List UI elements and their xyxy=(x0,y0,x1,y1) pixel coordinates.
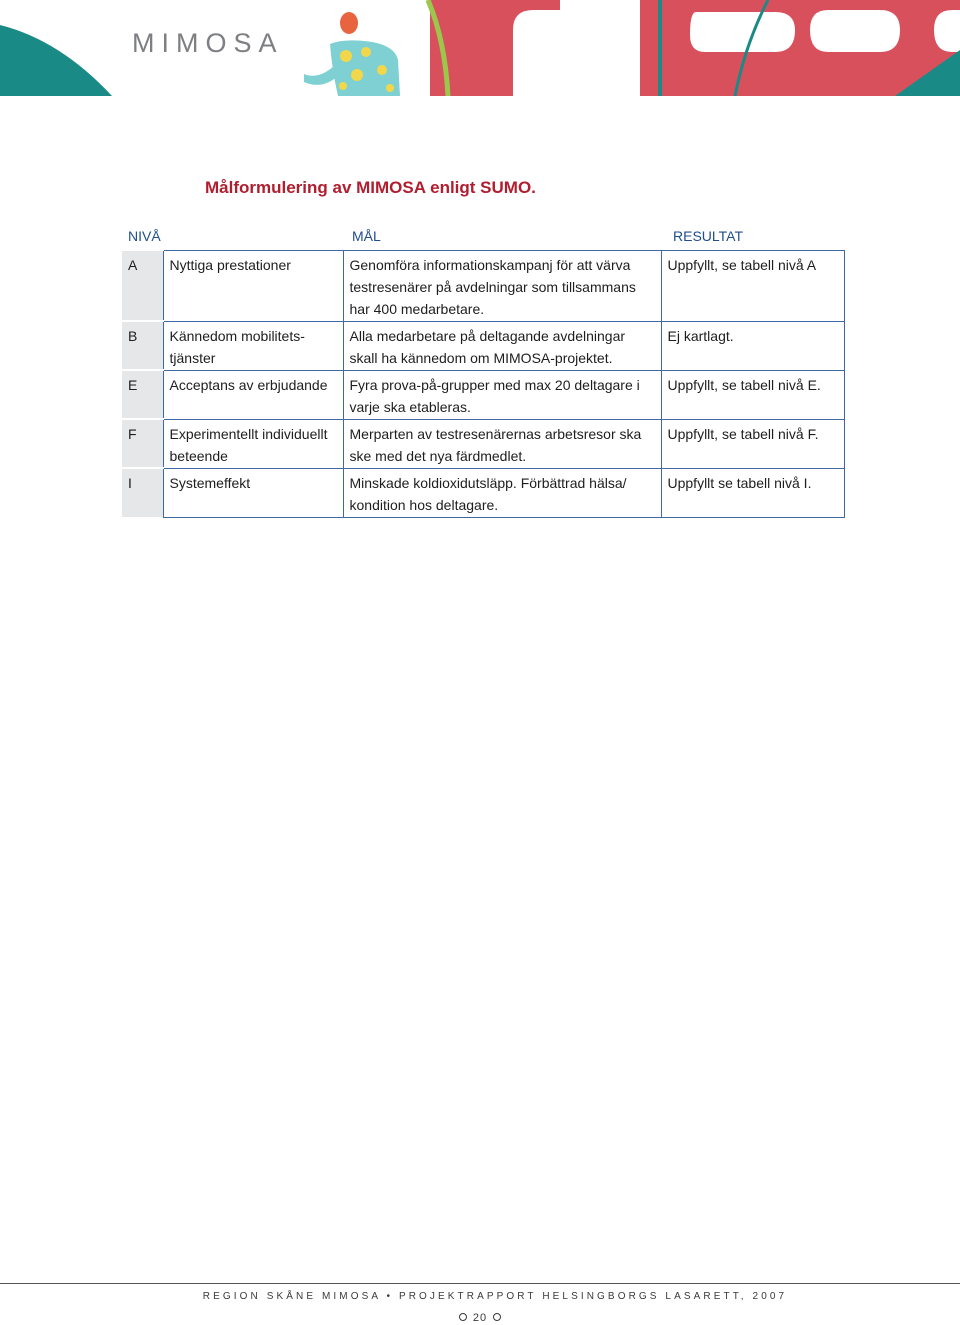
table-row xyxy=(122,370,844,419)
goal-cell: Fyra prova-på-grupper med max 20 deltagare i varje ska etableras. xyxy=(343,370,661,419)
result-cell: Uppfyllt, se tabell nivå A xyxy=(661,250,844,321)
footer-caption: REGION SKÅNE MIMOSA • PROJEKTRAPPORT HELSINGBORGS LASARETT, 2007 xyxy=(202,1291,788,1302)
result-cell: Uppfyllt, se tabell nivå E. xyxy=(661,370,844,419)
level-cell: F xyxy=(122,419,163,468)
white-block-3 xyxy=(632,0,640,96)
area-cell: Kännedom mobilitets- tjänster xyxy=(163,321,343,370)
level-cell: B xyxy=(122,321,163,370)
area-cell: Experimentellt individuellt beteende xyxy=(163,419,343,468)
goal-table xyxy=(122,249,845,518)
white-block-6 xyxy=(934,10,960,52)
result-cell: Ej kartlagt. xyxy=(661,321,844,370)
header-banner xyxy=(0,0,960,96)
bullet-circle-icon xyxy=(459,1313,467,1321)
level-cell: I xyxy=(122,468,163,517)
result-cell: Uppfyllt, se tabell nivå F. xyxy=(661,419,844,468)
white-block-2 xyxy=(560,0,632,96)
table-row xyxy=(122,321,844,370)
page-number xyxy=(0,1312,960,1324)
column-header-level: NIVÅ xyxy=(128,228,161,244)
mascot-icon xyxy=(304,12,400,96)
white-block-4 xyxy=(690,12,795,52)
result-cell: Uppfyllt se tabell nivå I. xyxy=(661,468,844,517)
level-cell: A xyxy=(122,250,163,321)
table-column-headers xyxy=(0,228,960,248)
page-number-value: 20 xyxy=(472,1312,488,1324)
teal-wave-left xyxy=(0,25,112,96)
white-block-5 xyxy=(810,10,900,52)
table-row xyxy=(122,250,844,321)
bullet-circle-icon xyxy=(493,1313,501,1321)
white-block-1 xyxy=(513,10,560,96)
area-cell: Acceptans av erbjudande xyxy=(163,370,343,419)
goal-cell: Alla medarbetare på deltagande avdelningar skall ha kännedom om MIMOSA-projektet. xyxy=(343,321,661,370)
column-header-goal: MÅL xyxy=(352,228,381,244)
brand-wordmark: MIMOSA xyxy=(132,28,284,58)
table-row xyxy=(122,468,844,517)
column-header-result: RESULTAT xyxy=(673,228,744,244)
level-cell: E xyxy=(122,370,163,419)
document-title: Målformulering av MIMOSA enligt SUMO. xyxy=(205,178,536,197)
goal-cell: Genomföra informationskampanj för att värva testresenärer på avdelningar som tillsammans har 400 medarbetare. xyxy=(343,250,661,321)
footer-divider xyxy=(0,1283,960,1284)
goal-cell: Merparten av testresenärernas arbetsresor ska ske med det nya färdmedlet. xyxy=(343,419,661,468)
area-cell: Systemeffekt xyxy=(163,468,343,517)
goal-cell: Minskade koldioxidutsläpp. Förbättrad hälsa/ kondition hos deltagare. xyxy=(343,468,661,517)
table-row xyxy=(122,419,844,468)
area-cell: Nyttiga prestationer xyxy=(163,250,343,321)
